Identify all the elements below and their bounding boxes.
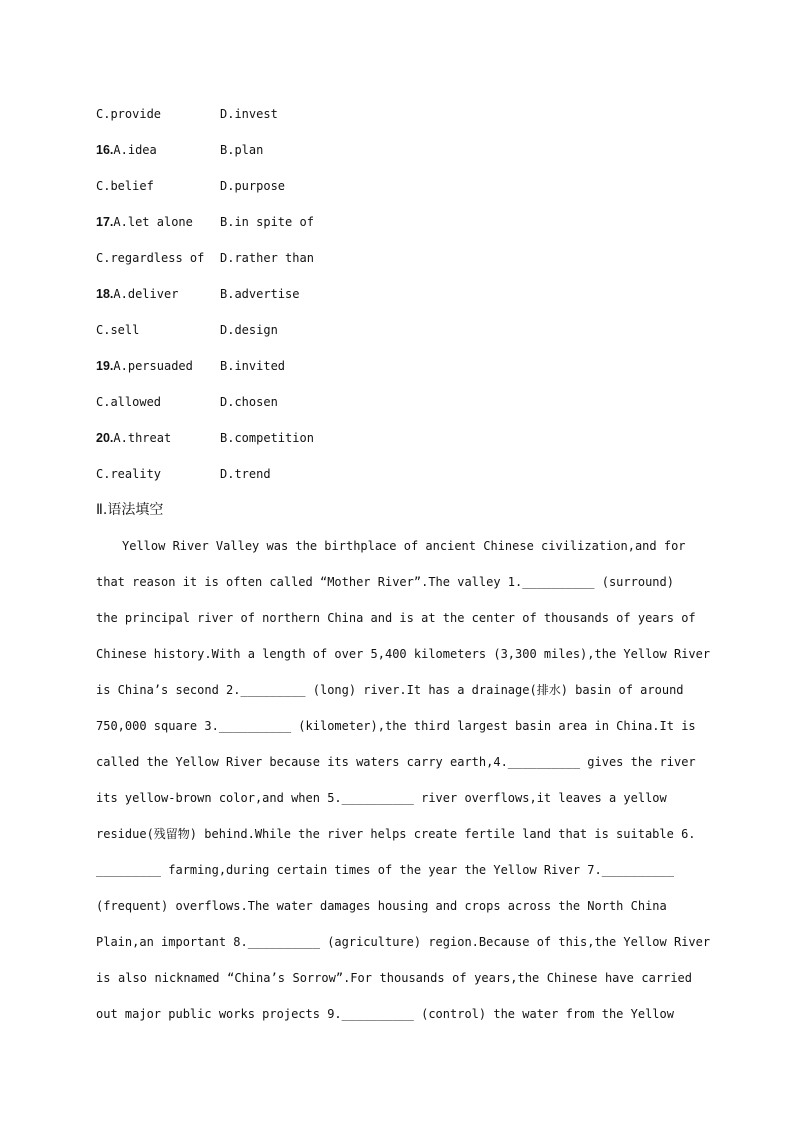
option-b: B.plan <box>220 143 264 157</box>
passage-line: is also nicknamed “China’s Sorrow”.For thousands of years,the Chinese have carried <box>96 971 692 985</box>
option-b: D.invest <box>220 107 278 121</box>
option-c: C.belief <box>96 179 154 193</box>
option-c: C.regardless of <box>96 251 205 265</box>
option-d: D.rather than <box>220 251 314 265</box>
option-b: B.in spite of <box>220 215 314 229</box>
option-a: A.deliver <box>113 287 179 301</box>
question-number: 17. <box>96 215 114 229</box>
option-c: C.allowed <box>96 395 162 409</box>
option-d: D.purpose <box>220 179 286 193</box>
question-number: 18. <box>96 287 114 301</box>
option-b: B.advertise <box>220 287 300 301</box>
passage-line: (frequent) overflows.The water damages housing and crops across the North China <box>96 899 667 913</box>
option-a: A.persuaded <box>113 359 193 373</box>
question-number: 20. <box>96 431 114 445</box>
passage-line: _________ farming,during certain times of the year the Yellow River 7.__________ <box>96 863 674 877</box>
section-title: Ⅱ.语法填空 <box>96 502 164 518</box>
passage-line: Plain,an important 8.__________ (agriculture) region.Because of this,the Yellow River <box>96 935 711 949</box>
question-number: 19. <box>96 359 114 373</box>
option-a: A.let alone <box>113 215 193 229</box>
option-a: C.provide <box>96 107 162 121</box>
option-a: A.idea <box>113 143 157 157</box>
passage-line: its yellow-brown color,and when 5.__________ river overflows,it leaves a yellow <box>96 791 667 805</box>
option-d: D.trend <box>220 467 271 481</box>
passage-line: the principal river of northern China and is at the center of thousands of years of <box>96 611 696 625</box>
passage-line: that reason it is often called “Mother River”.The valley 1.__________ (surround) <box>96 575 674 589</box>
option-b: B.competition <box>220 431 314 445</box>
question-number: 16. <box>96 143 114 157</box>
option-d: D.chosen <box>220 395 278 409</box>
passage-line: Yellow River Valley was the birthplace of ancient Chinese civilization,and for <box>122 539 686 553</box>
option-c: C.sell <box>96 323 140 337</box>
option-c: C.reality <box>96 467 162 481</box>
passage-line: 750,000 square 3.__________ (kilometer),the third largest basin area in China.It is <box>96 719 696 733</box>
passage-line: called the Yellow River because its waters carry earth,4.__________ gives the river <box>96 755 696 769</box>
passage-line: residue(残留物) behind.While the river helps create fertile land that is suitable 6. <box>96 827 696 841</box>
passage-line: Chinese history.With a length of over 5,400 kilometers (3,300 miles),the Yellow River <box>96 647 711 661</box>
option-a: A.threat <box>113 431 172 445</box>
option-d: D.design <box>220 323 278 337</box>
option-b: B.invited <box>220 359 286 373</box>
passage-line: is China’s second 2._________ (long) river.It has a drainage(排水) basin of around <box>96 683 684 697</box>
passage-line: out major public works projects 9.__________ (control) the water from the Yellow <box>96 1007 674 1021</box>
